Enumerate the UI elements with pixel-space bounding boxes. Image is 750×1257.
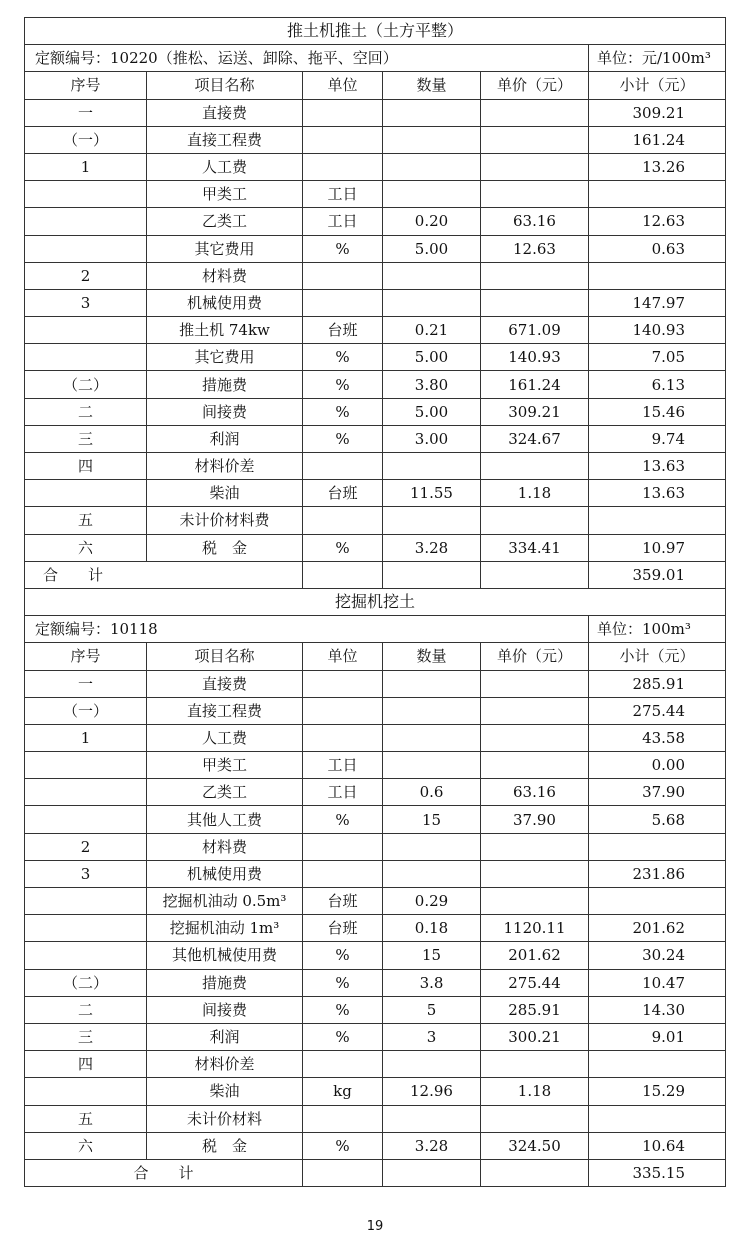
quantity: 3.28 <box>383 1132 481 1159</box>
unit: 工日 <box>303 752 383 779</box>
table-row <box>25 1051 726 1078</box>
unit: % <box>303 942 383 969</box>
item-name: 人工费 <box>147 724 303 751</box>
unit-price <box>481 181 589 208</box>
table-row <box>25 1105 726 1132</box>
quantity: 5.00 <box>383 235 481 262</box>
item-name: 利润 <box>147 1023 303 1050</box>
table-row <box>25 99 726 126</box>
item-name: 推土机 74kw <box>147 317 303 344</box>
quantity <box>383 670 481 697</box>
unit-price: 161.24 <box>481 371 589 398</box>
quantity <box>383 181 481 208</box>
item-name: 直接费 <box>147 670 303 697</box>
table-row <box>25 371 726 398</box>
item-name: 利润 <box>147 425 303 452</box>
item-name: 直接工程费 <box>147 697 303 724</box>
unit-price <box>481 507 589 534</box>
item-name: 机械使用费 <box>147 289 303 316</box>
quantity: 3.8 <box>383 969 481 996</box>
row-index: 六 <box>25 534 147 561</box>
section1-unit: 单位：元/100m³ <box>589 45 726 72</box>
unit-price: 309.21 <box>481 398 589 425</box>
quantity: 5 <box>383 996 481 1023</box>
unit <box>303 262 383 289</box>
quantity <box>383 262 481 289</box>
table-row <box>25 697 726 724</box>
subtotal: 13.63 <box>589 453 726 480</box>
row-index: （一） <box>25 126 147 153</box>
table-row <box>25 1078 726 1105</box>
quantity <box>383 507 481 534</box>
subtotal: 15.29 <box>589 1078 726 1105</box>
table-row <box>25 262 726 289</box>
row-index <box>25 181 147 208</box>
quantity: 0.18 <box>383 915 481 942</box>
subtotal <box>589 262 726 289</box>
unit <box>303 453 383 480</box>
quantity: 3.80 <box>383 371 481 398</box>
subtotal: 7.05 <box>589 344 726 371</box>
table-row <box>25 969 726 996</box>
subtotal: 140.93 <box>589 317 726 344</box>
unit <box>303 1105 383 1132</box>
subtotal: 147.97 <box>589 289 726 316</box>
unit <box>303 289 383 316</box>
row-index: 2 <box>25 262 147 289</box>
subtotal: 10.64 <box>589 1132 726 1159</box>
section1-body <box>25 18 726 562</box>
row-index: 四 <box>25 1051 147 1078</box>
item-name: 其他机械使用费 <box>147 942 303 969</box>
row-index <box>25 344 147 371</box>
quantity <box>383 289 481 316</box>
unit-price <box>481 724 589 751</box>
header-cell: 小计（元） <box>589 72 726 99</box>
subtotal: 5.68 <box>589 806 726 833</box>
item-name: 其他人工费 <box>147 806 303 833</box>
quantity: 0.21 <box>383 317 481 344</box>
table-row <box>25 724 726 751</box>
total-label: 合 计 <box>25 561 303 588</box>
total-value: 335.15 <box>589 1159 726 1186</box>
item-name: 间接费 <box>147 398 303 425</box>
section2-title: 挖掘机挖土 <box>25 588 726 615</box>
unit-price: 1120.11 <box>481 915 589 942</box>
item-name: 甲类工 <box>147 181 303 208</box>
section1-total-row <box>25 561 726 588</box>
subtotal: 201.62 <box>589 915 726 942</box>
item-name: 挖掘机油动 0.5m³ <box>147 888 303 915</box>
unit: 工日 <box>303 181 383 208</box>
item-name: 直接费 <box>147 99 303 126</box>
unit: 台班 <box>303 888 383 915</box>
unit: 工日 <box>303 208 383 235</box>
row-index: 1 <box>25 153 147 180</box>
subtotal <box>589 1051 726 1078</box>
table-row <box>25 425 726 452</box>
page-number: 19 <box>366 1219 384 1234</box>
section2-body <box>25 588 726 1159</box>
row-index <box>25 1078 147 1105</box>
item-name: 措施费 <box>147 969 303 996</box>
row-index: （二） <box>25 969 147 996</box>
quantity: 3.00 <box>383 425 481 452</box>
row-index: 二 <box>25 398 147 425</box>
table-row <box>25 398 726 425</box>
quantity: 3.28 <box>383 534 481 561</box>
unit <box>303 697 383 724</box>
subtotal: 309.21 <box>589 99 726 126</box>
item-name: 柴油 <box>147 480 303 507</box>
row-index: 2 <box>25 833 147 860</box>
row-index: 二 <box>25 996 147 1023</box>
table-row <box>25 208 726 235</box>
subtotal: 285.91 <box>589 670 726 697</box>
unit-price <box>481 1105 589 1132</box>
header-cell: 项目名称 <box>147 72 303 99</box>
section1-title-row <box>25 18 726 45</box>
quantity <box>383 860 481 887</box>
subtotal: 10.97 <box>589 534 726 561</box>
table-row <box>25 480 726 507</box>
table-row <box>25 860 726 887</box>
quantity: 0.6 <box>383 779 481 806</box>
unit-price <box>481 99 589 126</box>
section2-unit: 单位：100m³ <box>589 616 726 643</box>
row-index: 五 <box>25 507 147 534</box>
section2-code-row <box>25 616 726 643</box>
row-index <box>25 208 147 235</box>
quantity: 5.00 <box>383 344 481 371</box>
section1-title: 推土机推土（土方平整） <box>25 18 726 45</box>
item-name: 人工费 <box>147 153 303 180</box>
subtotal <box>589 181 726 208</box>
row-index <box>25 317 147 344</box>
header-cell: 单位 <box>303 72 383 99</box>
subtotal: 15.46 <box>589 398 726 425</box>
unit <box>303 507 383 534</box>
subtotal: 10.47 <box>589 969 726 996</box>
cost-table <box>24 17 726 1187</box>
unit-price: 12.63 <box>481 235 589 262</box>
unit: 台班 <box>303 915 383 942</box>
table-row <box>25 1023 726 1050</box>
item-name: 柴油 <box>147 1078 303 1105</box>
subtotal: 161.24 <box>589 126 726 153</box>
quantity: 3 <box>383 1023 481 1050</box>
row-index: 五 <box>25 1105 147 1132</box>
unit-price: 300.21 <box>481 1023 589 1050</box>
quantity <box>383 1051 481 1078</box>
row-index: 3 <box>25 289 147 316</box>
row-index <box>25 806 147 833</box>
unit: % <box>303 371 383 398</box>
unit: % <box>303 1023 383 1050</box>
row-index: 一 <box>25 670 147 697</box>
item-name: 挖掘机油动 1m³ <box>147 915 303 942</box>
row-index: （一） <box>25 697 147 724</box>
row-index: 1 <box>25 724 147 751</box>
quantity: 0.20 <box>383 208 481 235</box>
quantity: 12.96 <box>383 1078 481 1105</box>
unit <box>303 153 383 180</box>
header-cell: 单价（元） <box>481 643 589 670</box>
unit-price <box>481 670 589 697</box>
item-name: 未计价材料 <box>147 1105 303 1132</box>
row-index: 三 <box>25 1023 147 1050</box>
table-row <box>25 153 726 180</box>
table-row <box>25 126 726 153</box>
quantity <box>383 724 481 751</box>
unit-price <box>481 153 589 180</box>
item-name: 乙类工 <box>147 208 303 235</box>
item-name: 乙类工 <box>147 779 303 806</box>
table-row <box>25 752 726 779</box>
item-name: 甲类工 <box>147 752 303 779</box>
cost-sheet <box>24 17 725 1187</box>
unit <box>303 99 383 126</box>
header-cell: 数量 <box>383 643 481 670</box>
header-cell: 序号 <box>25 72 147 99</box>
table-row <box>25 670 726 697</box>
table-row <box>25 289 726 316</box>
unit: % <box>303 969 383 996</box>
quantity <box>383 153 481 180</box>
quantity <box>383 697 481 724</box>
header-cell: 项目名称 <box>147 643 303 670</box>
item-name: 材料费 <box>147 262 303 289</box>
row-index: 六 <box>25 1132 147 1159</box>
unit <box>303 670 383 697</box>
unit <box>303 860 383 887</box>
unit: % <box>303 425 383 452</box>
item-name: 税 金 <box>147 534 303 561</box>
quantity: 15 <box>383 806 481 833</box>
header-cell: 小计（元） <box>589 643 726 670</box>
row-index: 3 <box>25 860 147 887</box>
unit-price: 275.44 <box>481 969 589 996</box>
unit-price: 63.16 <box>481 208 589 235</box>
unit: % <box>303 344 383 371</box>
unit-price: 1.18 <box>481 480 589 507</box>
item-name: 材料价差 <box>147 453 303 480</box>
table-row <box>25 888 726 915</box>
unit-price: 285.91 <box>481 996 589 1023</box>
quantity: 0.29 <box>383 888 481 915</box>
section1-total <box>25 561 726 588</box>
unit: % <box>303 806 383 833</box>
item-name: 直接工程费 <box>147 126 303 153</box>
row-index <box>25 480 147 507</box>
unit: % <box>303 398 383 425</box>
section2-total <box>25 1159 726 1186</box>
unit-price: 671.09 <box>481 317 589 344</box>
row-index: （二） <box>25 371 147 398</box>
item-name: 税 金 <box>147 1132 303 1159</box>
subtotal: 30.24 <box>589 942 726 969</box>
unit-price <box>481 860 589 887</box>
unit-price: 324.50 <box>481 1132 589 1159</box>
row-index <box>25 915 147 942</box>
row-index <box>25 235 147 262</box>
section2-quota-code: 定额编号：10118 <box>25 616 589 643</box>
subtotal <box>589 833 726 860</box>
item-name: 材料费 <box>147 833 303 860</box>
table-row <box>25 779 726 806</box>
unit: 工日 <box>303 779 383 806</box>
quantity <box>383 99 481 126</box>
section1-header-row <box>25 72 726 99</box>
row-index: 三 <box>25 425 147 452</box>
header-cell: 单位 <box>303 643 383 670</box>
unit-price <box>481 126 589 153</box>
quantity <box>383 752 481 779</box>
subtotal: 12.63 <box>589 208 726 235</box>
subtotal: 231.86 <box>589 860 726 887</box>
section2-header-row <box>25 643 726 670</box>
unit <box>303 126 383 153</box>
section2-total-row <box>25 1159 726 1186</box>
subtotal <box>589 507 726 534</box>
unit: % <box>303 996 383 1023</box>
section1-code-row <box>25 45 726 72</box>
row-index: 四 <box>25 453 147 480</box>
header-cell: 序号 <box>25 643 147 670</box>
table-row <box>25 235 726 262</box>
unit-price <box>481 262 589 289</box>
unit: % <box>303 235 383 262</box>
unit: 台班 <box>303 317 383 344</box>
subtotal: 14.30 <box>589 996 726 1023</box>
subtotal <box>589 1105 726 1132</box>
quantity: 5.00 <box>383 398 481 425</box>
table-row <box>25 806 726 833</box>
unit-price <box>481 697 589 724</box>
subtotal: 0.63 <box>589 235 726 262</box>
unit-price: 334.41 <box>481 534 589 561</box>
unit-price <box>481 453 589 480</box>
unit: % <box>303 534 383 561</box>
header-cell: 单价（元） <box>481 72 589 99</box>
table-row <box>25 833 726 860</box>
item-name: 机械使用费 <box>147 860 303 887</box>
quantity <box>383 833 481 860</box>
table-row <box>25 317 726 344</box>
unit-price: 37.90 <box>481 806 589 833</box>
unit-price: 324.67 <box>481 425 589 452</box>
table-row <box>25 1132 726 1159</box>
unit: % <box>303 1132 383 1159</box>
unit-price: 1.18 <box>481 1078 589 1105</box>
unit-price <box>481 289 589 316</box>
unit <box>303 833 383 860</box>
table-row <box>25 915 726 942</box>
quantity <box>383 453 481 480</box>
quantity: 15 <box>383 942 481 969</box>
table-row <box>25 507 726 534</box>
total-value: 359.01 <box>589 561 726 588</box>
item-name: 其它费用 <box>147 344 303 371</box>
row-index <box>25 752 147 779</box>
unit-price: 140.93 <box>481 344 589 371</box>
item-name: 未计价材料费 <box>147 507 303 534</box>
unit-price <box>481 1051 589 1078</box>
table-row <box>25 344 726 371</box>
subtotal: 43.58 <box>589 724 726 751</box>
subtotal: 37.90 <box>589 779 726 806</box>
subtotal: 275.44 <box>589 697 726 724</box>
quantity <box>383 1105 481 1132</box>
row-index <box>25 942 147 969</box>
row-index <box>25 888 147 915</box>
unit-price: 63.16 <box>481 779 589 806</box>
unit-price <box>481 752 589 779</box>
row-index: 一 <box>25 99 147 126</box>
table-row <box>25 942 726 969</box>
subtotal: 9.01 <box>589 1023 726 1050</box>
unit-price <box>481 833 589 860</box>
item-name: 其它费用 <box>147 235 303 262</box>
subtotal <box>589 888 726 915</box>
row-index <box>25 779 147 806</box>
unit-price <box>481 888 589 915</box>
item-name: 措施费 <box>147 371 303 398</box>
table-row <box>25 996 726 1023</box>
subtotal: 13.26 <box>589 153 726 180</box>
table-row <box>25 181 726 208</box>
unit-price: 201.62 <box>481 942 589 969</box>
item-name: 材料价差 <box>147 1051 303 1078</box>
total-label: 合 计 <box>25 1159 303 1186</box>
section1-quota-code: 定额编号：10220（推松、运送、卸除、拖平、空回） <box>25 45 589 72</box>
section2-title-row <box>25 588 726 615</box>
subtotal: 9.74 <box>589 425 726 452</box>
subtotal: 6.13 <box>589 371 726 398</box>
item-name: 间接费 <box>147 996 303 1023</box>
quantity <box>383 126 481 153</box>
unit <box>303 724 383 751</box>
unit <box>303 1051 383 1078</box>
header-cell: 数量 <box>383 72 481 99</box>
subtotal: 0.00 <box>589 752 726 779</box>
table-row <box>25 534 726 561</box>
quantity: 11.55 <box>383 480 481 507</box>
subtotal: 13.63 <box>589 480 726 507</box>
unit: kg <box>303 1078 383 1105</box>
table-row <box>25 453 726 480</box>
unit: 台班 <box>303 480 383 507</box>
